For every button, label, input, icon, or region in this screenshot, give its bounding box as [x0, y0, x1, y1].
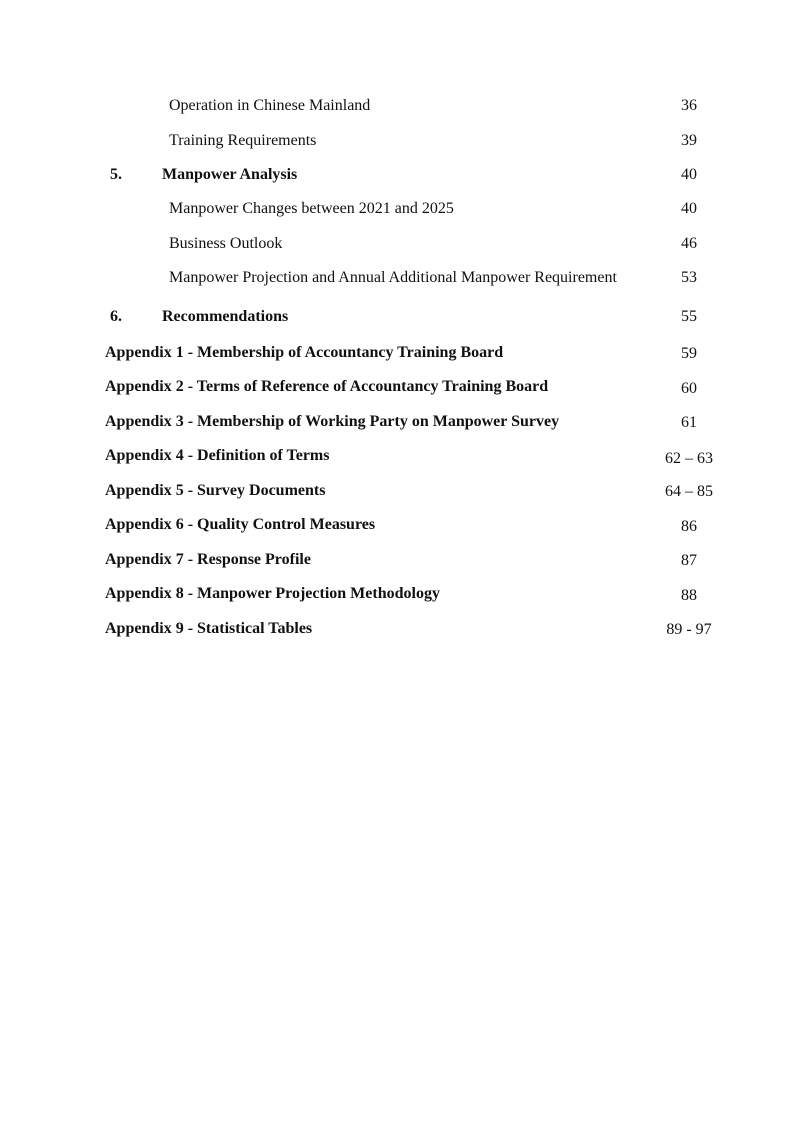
toc-appendix-7 — [0, 549, 794, 571]
toc-entry-title: Manpower Changes between 2021 and 2025 — [169, 200, 454, 217]
toc-appendix-title: Appendix 7 - Response Profile — [105, 551, 311, 568]
toc-entry-page: 60 — [681, 380, 697, 397]
toc-appendix-1 — [0, 342, 794, 364]
toc-section-title: Recommendations — [162, 308, 289, 325]
toc-appendix-2 — [0, 376, 794, 398]
toc-entry-page: 62 – 63 — [665, 450, 713, 467]
toc-appendix-9 — [0, 618, 794, 640]
toc-section-recommendations — [0, 306, 794, 328]
toc-entry-page: 87 — [681, 552, 697, 569]
toc-entry-page: 59 — [681, 345, 697, 362]
toc-appendix-8 — [0, 583, 794, 605]
toc-entry-page: 89 - 97 — [666, 621, 712, 638]
toc-section-number: 5. — [110, 166, 122, 183]
toc-entry-title: Business Outlook — [169, 235, 283, 252]
toc-entry-page: 40 — [681, 166, 697, 183]
toc-appendix-title: Appendix 2 - Terms of Reference of Accountancy Training Board — [105, 378, 549, 395]
toc-appendix-title: Appendix 4 - Definition of Terms — [105, 447, 330, 464]
toc-entry-title: Training Requirements — [169, 132, 317, 149]
toc-entry-training-requirements — [0, 130, 794, 152]
toc-appendix-3 — [0, 411, 794, 433]
toc-entry-page: 61 — [681, 414, 697, 431]
toc-entry-business-outlook — [0, 233, 794, 255]
toc-entry-page: 64 – 85 — [665, 483, 713, 500]
toc-appendix-title: Appendix 3 - Membership of Working Party on Manpower Survey — [105, 413, 560, 430]
toc-section-number: 6. — [110, 308, 122, 325]
toc-entry-page: 40 — [681, 200, 697, 217]
toc-appendix-4 — [0, 445, 794, 467]
toc-entry-operation-chinese-mainland — [0, 95, 794, 117]
toc-entry-title: Operation in Chinese Mainland — [169, 97, 371, 114]
toc-entry-manpower-projection — [0, 267, 794, 289]
toc-entry-page: 36 — [681, 97, 697, 114]
toc-appendix-title: Appendix 6 - Quality Control Measures — [105, 516, 376, 533]
toc-entry-page: 53 — [681, 269, 697, 286]
toc-entry-page: 86 — [681, 518, 697, 535]
toc-appendix-title: Appendix 5 - Survey Documents — [105, 482, 326, 499]
toc-appendix-5 — [0, 480, 794, 502]
toc-appendix-title: Appendix 1 - Membership of Accountancy Training Board — [105, 344, 504, 361]
toc-entry-manpower-changes — [0, 198, 794, 220]
toc-appendix-title: Appendix 9 - Statistical Tables — [105, 620, 313, 637]
toc-entry-page: 39 — [681, 132, 697, 149]
toc-appendix-6 — [0, 514, 794, 536]
toc-entry-page: 46 — [681, 235, 697, 252]
toc-section-title: Manpower Analysis — [162, 166, 298, 183]
toc-entry-page: 55 — [681, 308, 697, 325]
toc-appendix-title: Appendix 8 - Manpower Projection Methodology — [105, 585, 440, 602]
toc-entry-page: 88 — [681, 587, 697, 604]
toc-entry-title: Manpower Projection and Annual Additional Manpower Requirement — [169, 269, 617, 286]
toc-section-manpower-analysis — [0, 164, 794, 186]
